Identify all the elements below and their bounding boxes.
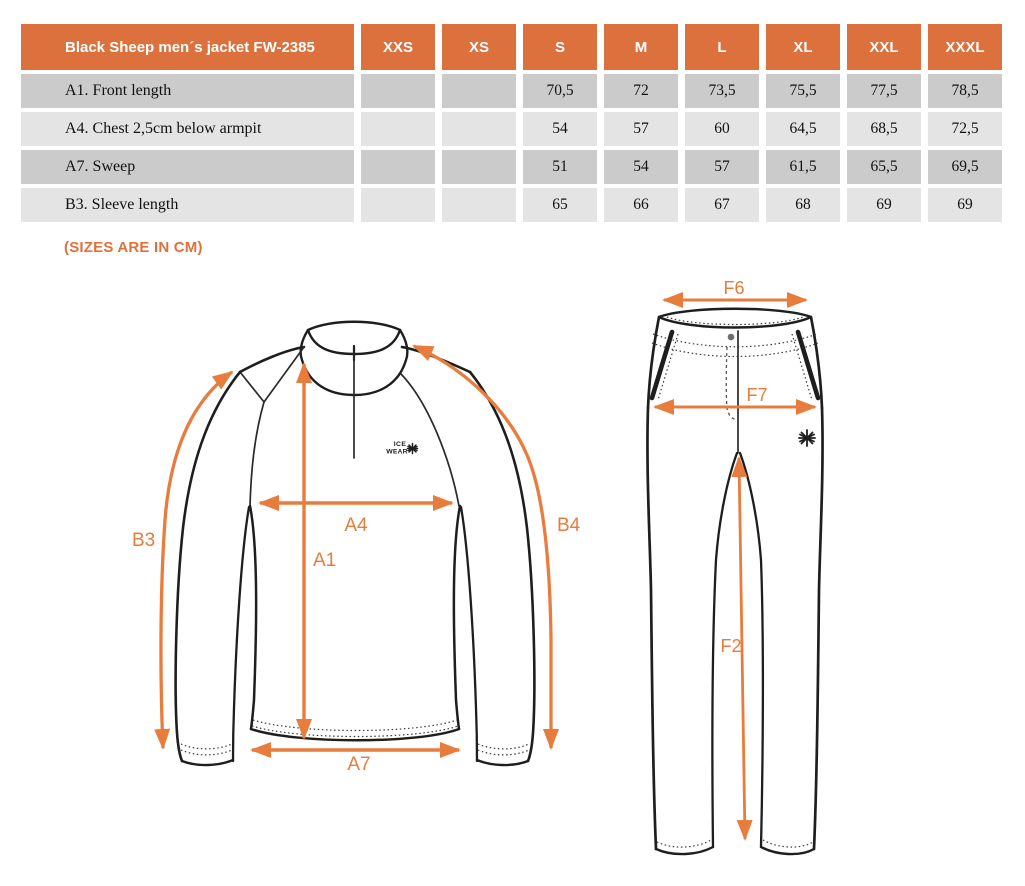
value-cell: 57 <box>604 112 678 146</box>
snowflake-icon <box>408 444 418 454</box>
label-B4: B4 <box>557 515 581 536</box>
value-cell: 60 <box>685 112 759 146</box>
icewear-logo <box>386 441 417 456</box>
label-A7: A7 <box>347 754 371 775</box>
value-cell: 68,5 <box>847 112 921 146</box>
pants-measurements <box>655 278 815 839</box>
logo-text-line2: WEAR <box>386 448 408 456</box>
value-cell: 67 <box>685 188 759 222</box>
row-label: B3. Sleeve length <box>21 188 354 222</box>
label-A4: A4 <box>344 515 368 536</box>
value-cell: 64,5 <box>766 112 840 146</box>
row-label: A7. Sweep <box>21 150 354 184</box>
waist-button <box>728 334 735 341</box>
col-header-xxl: XXL <box>847 24 921 70</box>
value-cell: 75,5 <box>766 74 840 108</box>
value-cell: 78,5 <box>928 74 1002 108</box>
value-cell: 73,5 <box>685 74 759 108</box>
label-B3: B3 <box>132 530 156 551</box>
value-cell: 72,5 <box>928 112 1002 146</box>
arrow-B4 <box>414 346 551 748</box>
col-header-xxs: XXS <box>361 24 435 70</box>
jacket-diagram <box>132 322 581 775</box>
fly-stitch <box>726 347 737 420</box>
jacket-measurements <box>132 346 581 775</box>
col-header-xl: XL <box>766 24 840 70</box>
table-title: Black Sheep men´s jacket FW-2385 <box>21 24 354 70</box>
label-F2: F2 <box>720 636 742 656</box>
pants-outline <box>647 309 822 854</box>
arrow-B3 <box>161 372 232 748</box>
value-cell: 65 <box>523 188 597 222</box>
value-cell: 57 <box>685 150 759 184</box>
logo-text-line1: ICE <box>393 441 407 448</box>
col-header-l: L <box>685 24 759 70</box>
value-cell: 69 <box>928 188 1002 222</box>
value-cell: 54 <box>523 112 597 146</box>
value-cell: 72 <box>604 74 678 108</box>
value-cell: 51 <box>523 150 597 184</box>
value-cell: 77,5 <box>847 74 921 108</box>
label-A1: A1 <box>313 550 337 571</box>
row-label: A4. Chest 2,5cm below armpit <box>21 112 354 146</box>
pants-diagram <box>647 278 822 854</box>
row-label: A1. Front length <box>21 74 354 108</box>
label-F7: F7 <box>746 385 768 405</box>
value-cell: 69 <box>847 188 921 222</box>
col-header-s: S <box>523 24 597 70</box>
value-cell: 69,5 <box>928 150 1002 184</box>
col-header-xs: XS <box>442 24 516 70</box>
value-cell: 70,5 <box>523 74 597 108</box>
col-header-xxxl: XXXL <box>928 24 1002 70</box>
value-cell: 66 <box>604 188 678 222</box>
label-F6: F6 <box>723 278 745 298</box>
col-header-m: M <box>604 24 678 70</box>
snowflake-logo <box>799 430 815 446</box>
value-cell: 61,5 <box>766 150 840 184</box>
value-cell: 54 <box>604 150 678 184</box>
sizes-in-cm-note: (SIZES ARE IN CM) <box>64 239 203 256</box>
value-cell: 68 <box>766 188 840 222</box>
value-cell: 65,5 <box>847 150 921 184</box>
